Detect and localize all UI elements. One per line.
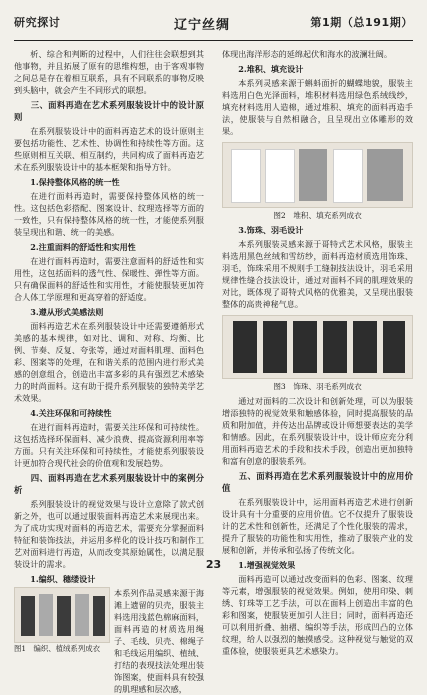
figure-1-image <box>14 587 110 643</box>
subsection-heading: 2.注重面料的舒适性和实用性 <box>30 242 136 252</box>
paragraph: 在系列服装设计中，运用面料再造艺术进行创新设计具有十分重要的应用价值。它不仅提升了服装设计的艺术性和创新性，还满足了个性化服装的需求，提升了服装的功能性和实用性，推动了服装产业的发展和创新，并传承和弘扬了传统文化。 <box>222 497 413 555</box>
subsection-heading: 2.堆积、填充设计 <box>238 64 304 74</box>
section-heading: 五、面料再造在艺术系列服装设计中的应用价值 <box>222 471 413 493</box>
paragraph: 在进行面料再造时，需要注意面料的舒适性和实用性，这包括面料的透气性、保暖性、弹性等方面。只有确保面料的舒适性和实用性，才能使服装更加符合人体工学原理和更高穿着的舒适度。 <box>14 256 204 302</box>
page-header <box>14 8 413 41</box>
paragraph: 在系列服装设计中的面料再造艺术的设计原则主要包括功能性、艺术性、协调性和持续性等方面。这些原则相互关联、相互制约，共同构成了面料再造艺术在系列服装设计中的基本框架和指导方针。 <box>14 126 204 172</box>
left-column <box>14 48 204 695</box>
subsection-heading: 3.饰珠、羽毛设计 <box>238 225 304 235</box>
section-heading: 四、面料再造在艺术系列服装设计中的案例分析 <box>14 473 204 495</box>
figure-1-block <box>14 587 204 695</box>
figure-1-caption: 图1 编织、植绒系列成衣 <box>14 644 101 653</box>
page-number: 23 <box>205 558 222 571</box>
journal-title: 辽宁丝绸 <box>174 18 231 33</box>
paragraph: 在进行面料再造时，需要关注环保和可持续性。这包括选择环保面料、减少浪费、提高资源利用率等方面。只有关注环保和可持续性，才能使系列服装设计更加符合现代社会的价值观和发展趋势。 <box>14 422 204 468</box>
paragraph: 系列服装设计的视觉效果与设计立意除了款式创新之外，也可以通过服装面料再造艺术来展现出来。为了成功实现对面料的再造艺术，需要充分掌握面料特征和装饰技法，并运用多样化的设计技巧和制作工艺对面料进行再造，从而改变其原始属性，以满足服装设计的需求。 <box>14 499 204 569</box>
paragraph: 面料再造艺术在系列服装设计中还需要遵循形式美感的基本规律，如对比、调和、对称、均衡、比例、节奏、反复、夸张等，通过对面料肌理、面料色彩、图案等的处理，在和谐关系的范围内进行形式美感的创意组合，创造出丰富多彩的具有强烈艺术感染力的时尚面料。这有助于提升系列服装的独特美学艺术效果。 <box>14 321 204 403</box>
subsection-heading: 1.增强视觉效果 <box>238 560 296 570</box>
paragraph: 析、综合和判断的过程中，人们往往会联想到其他事物，并且拓展了原有的思维构想，由于客观事物之间总是存在着相互联系，具有不同联系的事物反映到头脑中，就会产生不同形式的联想。 <box>14 49 204 95</box>
issue-number: 第1期（总191期） <box>310 16 413 29</box>
paragraph: 本系列作品灵感来源于海滩上遗留的贝壳，服装主料选用浅蓝色棉麻面料，面料再造的材质选用绳子、毛线、贝壳、棉绳子和毛线运用编织、植绒、打结的表现技法处理出装饰图案，使面料具有较强的肌理感和层次感， <box>114 588 204 694</box>
paragraph: 本系列灵感来源于蝌蚪面折的蝴蝶地貌，服装主料选用白色光泽面料，堆积材料选用绿色系绒线纱，填充材料选用人造棉，通过堆积、填充的面料再造手法，使服装与自然相融合，且呈现出立体雕形的效果。 <box>222 78 413 136</box>
section-label: 研究探讨 <box>14 16 61 29</box>
paragraph: 本系列服装灵感来源于哥特式艺术风格，服装主料选用黑色丝绒和雪纺纱，面料再造材质选用饰珠、羽毛，饰珠采用不规则手工缝制技法设计，羽毛采用规律性缝合技法设计，通过对面料不同的肌理效果的对比，既体现了哥特式风格的优雅美，又呈现出服装整体的高贵神秘气息。 <box>222 239 413 309</box>
figure-3-caption: 图3 饰珠、羽毛系列成衣 <box>273 382 362 391</box>
paragraph: 体现出海洋形态的延绵起伏和海水的波澜壮阔。 <box>222 49 392 59</box>
figure-3-image <box>222 315 413 379</box>
figure-2-image <box>222 142 413 208</box>
paragraph: 通过对面料的二次设计和创新处理，可以为服装增添独特的视觉效果和触感体验，同时提高服装的品质和附加值，并传达出品牌或设计师想要表达的美学和情感。因此，在系列服装设计中，设计师应充分利用面料再造艺术的手段和技术手段，创造出更加独特和富有创意的服装系列。 <box>222 396 413 466</box>
subsection-heading: 3.遵从形式美感法则 <box>30 307 104 317</box>
figure-2-caption: 图2 堆积、填充系列成衣 <box>273 211 362 220</box>
paragraph: 在进行面料再造时，需要保持整体风格的统一性。这包括色彩搭配、图案设计、纹理选择等方面的一致性，只有保持整体风格的统一性，才能使系列服装呈现出和谐、统一的美感。 <box>14 191 204 237</box>
section-heading: 三、面料再造在艺术系列服装设计中的设计原则 <box>14 100 204 122</box>
subsection-heading: 1.编织、穗缕设计 <box>30 574 96 584</box>
subsection-heading: 4.关注环保和可持续性 <box>30 408 112 418</box>
subsection-heading: 1.保持整体风格的统一性 <box>30 177 120 187</box>
paragraph: 面料再造可以通过改变面料的色彩、图案、纹理等元素，增强服装的视觉效果。例如，使用印染、刺绣、钉珠等工艺手法，可以在面料上创造出丰富的色彩和图案，使服装更加引人注目；同时，面料再造还可以利用折叠、抽褶、编织等手法，形成凹凸的立体纹理，给人以强烈的触摸感受。这种视觉与触觉的双重体验，使服装更具艺术感染力。 <box>222 574 413 656</box>
